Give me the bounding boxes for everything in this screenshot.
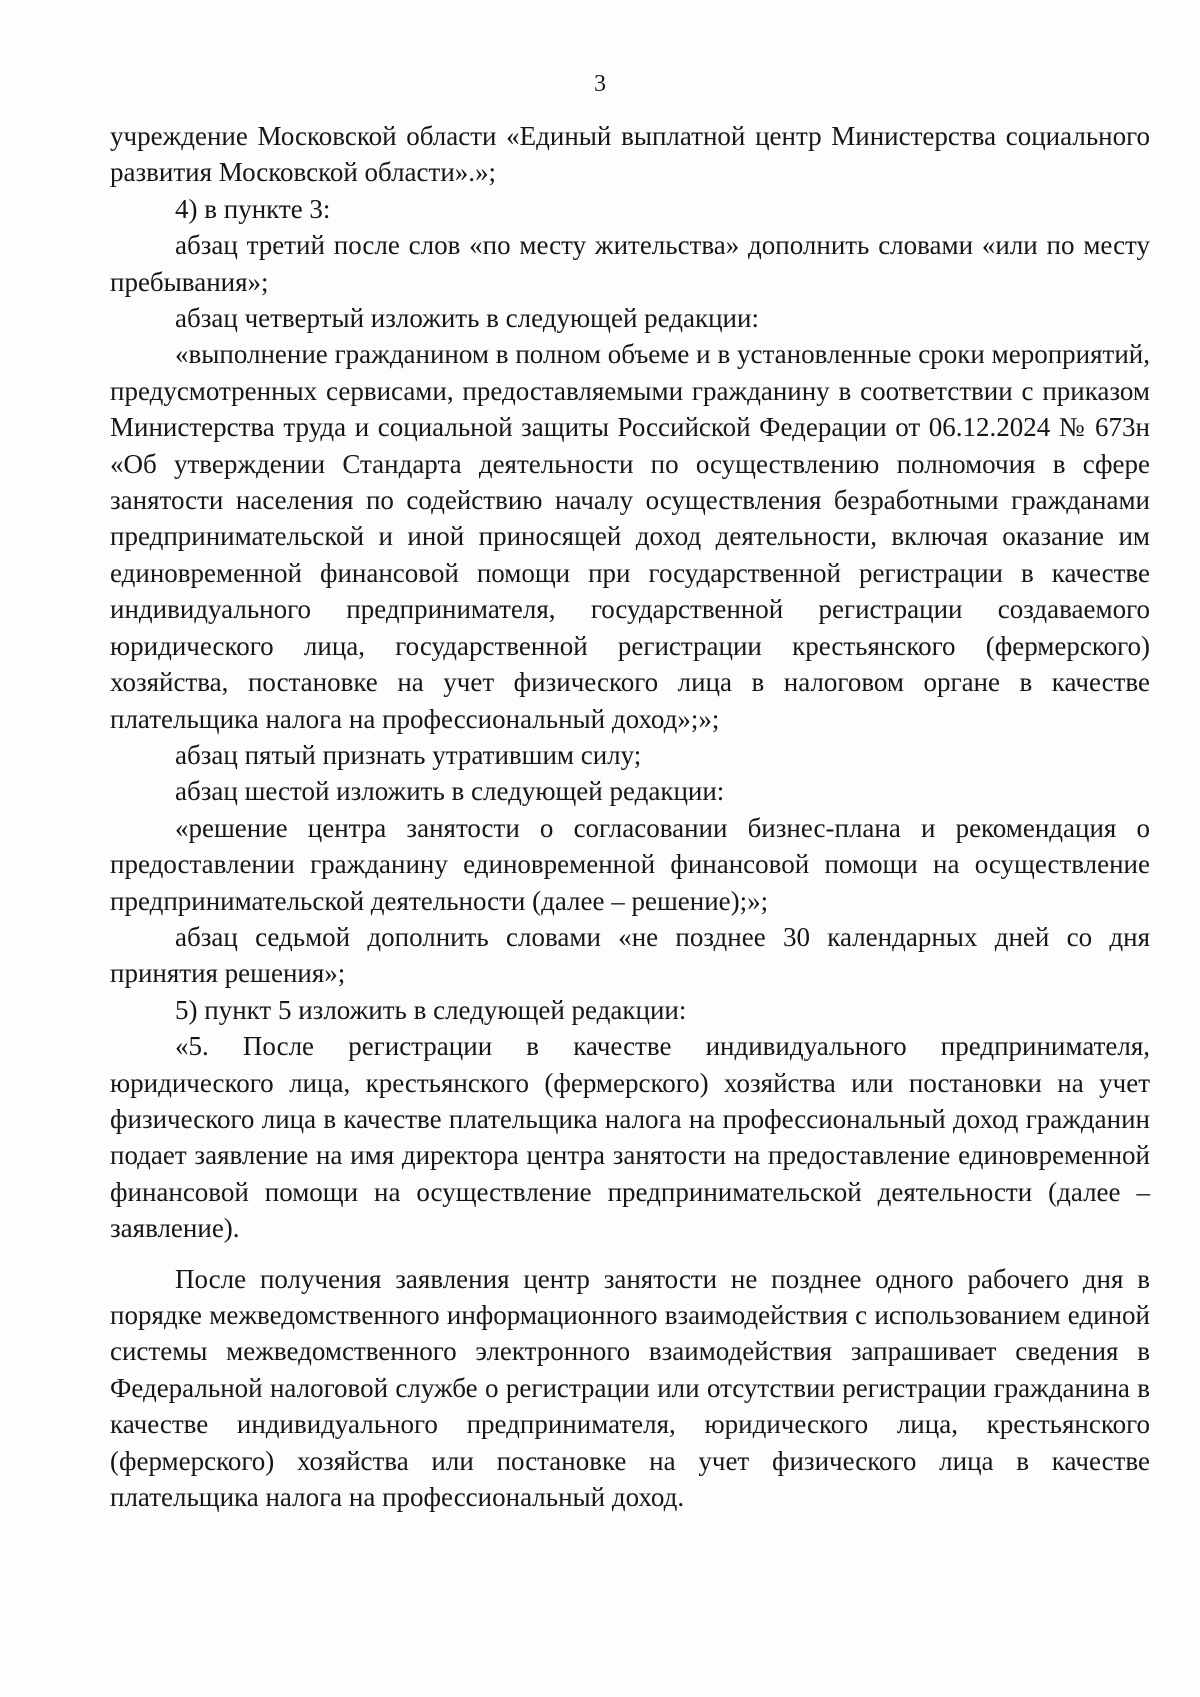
paragraph-abzac-seventh: абзац седьмой дополнить словами «не позднее 30 календарных дней со дня принятия решения»;: [110, 921, 1150, 989]
page-number: 3: [594, 71, 606, 97]
paragraph-abzac-sixth: абзац шестой изложить в следующей редакции:: [175, 776, 725, 807]
paragraph-item-5: 5) пункт 5 изложить в следующей редакции:: [175, 994, 687, 1025]
paragraph-abzac-fourth: абзац четвертый изложить в следующей редакции:: [175, 303, 759, 334]
paragraph-quote-point-5: «5. После регистрации в качестве индивидуального предпринимателя, юридического лица, крестьянского (фермерского) хозяйства или постановки на учет физического лица в качестве плательщика налога на профессиональный доход гражданин подает заявление на имя директора центра занятости на предоставление единовременной финансовой помощи на осуществление предпринимательской деятельности (далее – заявление).: [110, 1031, 1150, 1244]
paragraph-abzac-third: абзац третий после слов «по месту жительства» дополнить словами «или по месту пребывания»;: [110, 230, 1150, 297]
paragraph-quote-decision: «решение центра занятости о согласовании бизнес-плана и рекомендация о предоставлении гражданину единовременной финансовой помощи на осуществление предпринимательской деятельности (далее – решение);»;: [110, 812, 1150, 916]
document-body: [110, 118, 1150, 1515]
paragraph-continuation: учреждение Московской области «Единый выплатной центр Министерства социального развития Московской области».»;: [110, 121, 1150, 188]
paragraph-after-application: После получения заявления центр занятости не позднее одного рабочего дня в порядке межведомственного информационного взаимодействия с использованием единой системы межведомственного электронного взаимодействия запрашивает сведения в Федеральной налоговой службе о регистрации или отсутствии регистрации гражданина в качестве индивидуального предпринимателя, юридического лица, крестьянского (фермерского) хозяйства или постановке на учет физического лица в качестве плательщика налога на профессиональный доход.: [110, 1263, 1150, 1513]
paragraph-abzac-fifth: абзац пятый признать утратившим силу;: [175, 739, 642, 770]
paragraph-item-4: 4) в пункте 3:: [175, 193, 331, 224]
paragraph-quote-fulfillment: «выполнение гражданином в полном объеме и в установленные сроки мероприятий, предусмотренных сервисами, предоставляемыми гражданину в соответствии с приказом Министерства труда и социальной защиты Российской Федерации от 06.12.2024 № 673н «Об утверждении Стандарта деятельности по осуществлению полномочия в сфере занятости населения по содействию началу осуществления безработными гражданами предпринимательской и иной приносящей доход деятельности, включая оказание им единовременной финансовой помощи при государственной регистрации в качестве индивидуального предпринимателя, государственной регистрации создаваемого юридического лица, государственной регистрации крестьянского (фермерского) хозяйства, постановке на учет физического лица в налоговом органе в качестве плательщика налога на профессиональный доход»;»;: [110, 339, 1150, 734]
